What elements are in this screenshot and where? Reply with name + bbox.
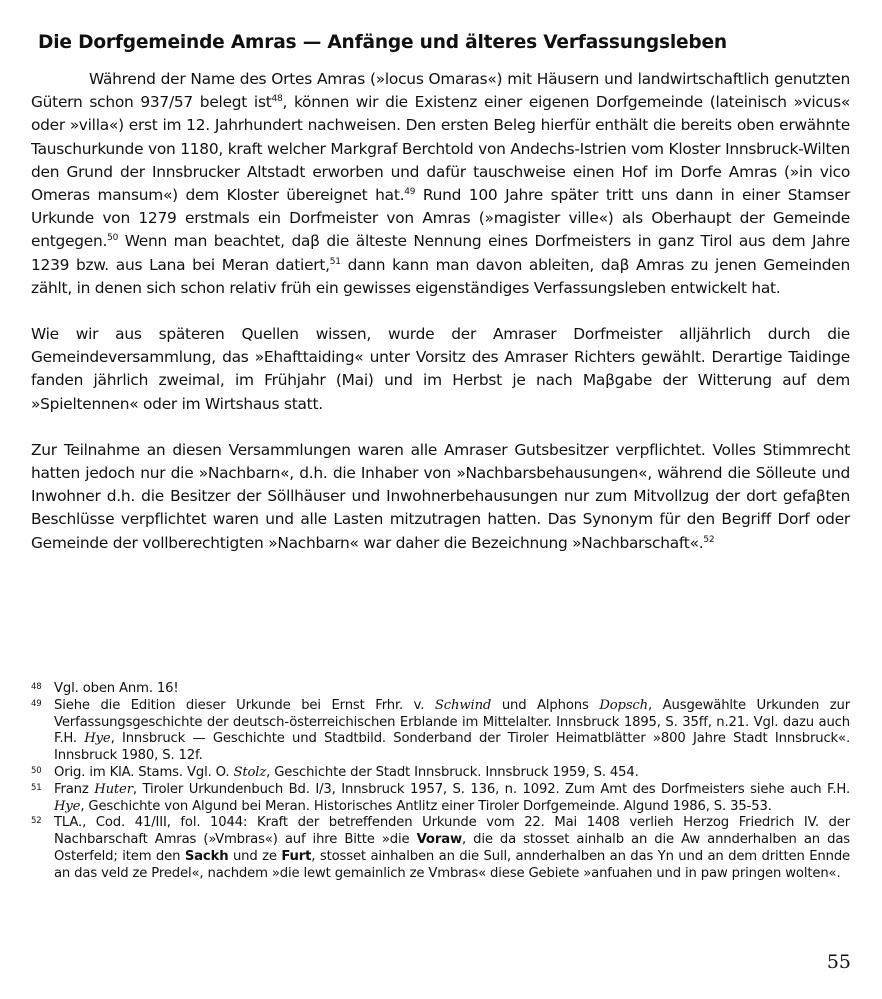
- paragraph-1-text-b: , können wir die Existenz einer eigenen Dorfgemeinde (lateinisch »vicus« oder »villa«) erst im 12. Jahrhundert nachweisen. Den ersten Beleg hierfür enthält die bereits oben erwähnte Tauschurkunde von 1180, kraft welcher Markgraf Berchtold von Andechs-Istrien vom Kloster Innsbruck-Wilten den Grund der Innsbrucker Altstadt erworben und dafür tauschweise einen Hof im Dorfe Amras (»in vico Omeras mansum«) dem Kloster übereignet hat.: [31, 93, 850, 205]
- footnote-text: TLA., Cod. 41/III, fol. 1044: Kraft der betreffenden Urkunde vom 22. Mai 1408 verlieh Herzog Friedrich IV. der Nachbarschaft Amras (»Vmbras«) auf ihre Bitte »die: [54, 815, 850, 848]
- footnote-text: Siehe die Edition dieser Urkunde bei Ernst Frhr. v.: [54, 697, 435, 713]
- footnote-48: [31, 681, 850, 698]
- footnote-ref-50: 50: [107, 233, 119, 244]
- place-name: Voraw: [416, 832, 462, 848]
- author-name: Huter: [94, 781, 133, 797]
- footnote-text: , die da stosset ainhalb an die Aw annderhalben an das Osterfeld; item den: [54, 832, 850, 864]
- footnote-ref-51: 51: [329, 256, 341, 267]
- footnote-50: [31, 765, 850, 782]
- paragraph-1: [31, 68, 850, 300]
- footnote-ref-48: 48: [271, 94, 283, 105]
- footnote-text: Franz: [54, 781, 95, 797]
- footnote-52: [31, 815, 850, 882]
- footnote-text: , Innsbruck — Geschichte und Stadtbild. Sonderband der Tiroler Heimatblätter »800 Jahre Stadt Innsbruck«. Innsbruck 1980, S. 12f.: [54, 731, 851, 764]
- author-name: Schwind: [434, 697, 492, 713]
- footnote-51: [31, 782, 850, 816]
- footnote-number: 48: [31, 682, 42, 692]
- body-text: [31, 68, 850, 578]
- author-name: Dopsch: [599, 697, 649, 713]
- footnote-number: 50: [31, 765, 42, 776]
- footnote-text: , Tiroler Urkundenbuch Bd. I/3, Innsbruck 1957, S. 136, n. 1092. Zum Amt des Dorfmeisters siehe auch F.H.: [132, 781, 850, 797]
- paragraph-1-text-d: Wenn man beachtet, daβ die älteste Nennung eines Dorfmeisters in ganz Tirol aus dem Jahre 1239 bzw. aus Lana bei Meran datiert,: [31, 232, 850, 274]
- footnote-text: und ze: [228, 848, 282, 864]
- paragraph-1-text-c: Rund 100 Jahre später tritt uns dann in einer Stamser Urkunde von 1279 erstmals ein Dorfmeister von Amras (»magister ville«) als Oberhaupt der Gemeinde entgegen.: [31, 186, 850, 251]
- footnote-number: 51: [31, 782, 42, 793]
- footnote-49: [31, 698, 850, 765]
- footnote-ref-52: 52: [703, 534, 715, 545]
- author-name: Hye: [84, 731, 111, 747]
- paragraph-1-text-e: dann kann man davon ableiten, daβ Amras zu jenen Gemeinden zählt, in denen sich schon relativ früh ein gewisses eigenständiges Verfassungsleben entwickelt hat.: [31, 255, 851, 297]
- footnote-text: , Ausgewählte Urkunden zur Verfassungsgeschichte der deutsch-österreichischen Erblande im Mittelalter. Innsbruck 1895, S. 35ff, n.21. Vgl. dazu auch F.H.: [54, 697, 850, 747]
- section-heading: Die Dorfgemeinde Amras — Anfänge und älteres Verfassungsleben: [38, 32, 727, 53]
- paragraph-3: [31, 439, 850, 555]
- paragraph-1-text-a: Während der Name des Ortes Amras (»locus Omaras«) mit Häusern und landwirtschaftlich genutzten Gütern schon 937/57 belegt ist: [31, 70, 850, 112]
- footnote-ref-49: 49: [404, 187, 416, 198]
- place-name: Furt: [281, 848, 312, 864]
- footnotes: [31, 681, 850, 883]
- paragraph-2: Wie wir aus späteren Quellen wissen, wurde der Amraser Dorfmeister alljährlich durch die Gemeindeversammlung, das »Ehafttaiding« unter Vorsitz des Amraser Richters gewählt. Derartige Taidinge fanden jährlich zweimal, im Frühjahr (Mai) und im Herbst je nach Maβgabe der Witterung auf dem »Spieltennen« oder im Wirtshaus statt.: [31, 325, 850, 413]
- footnote-text: , Geschichte der Stadt Innsbruck. Innsbruck 1959, S. 454.: [266, 764, 639, 780]
- footnote-text: Vgl. oben Anm. 16!: [54, 681, 179, 696]
- footnote-number: 49: [31, 698, 42, 709]
- footnote-text: , stosset ainhalben an die Sull, annderhalben an das Yn und an dem dritten Ennde an das veld ze Predel«, nachdem »die lewt gemainlich ze Vmbras« diese Gebiete »anfuahen und in paw pringen wolten«.: [54, 848, 851, 881]
- place-name: Sackh: [184, 848, 229, 864]
- author-name: Stolz: [233, 764, 267, 780]
- paragraph-3-text: Zur Teilnahme an diesen Versammlungen waren alle Amraser Gutsbesitzer verpflichtet. Volles Stimmrecht hatten jedoch nur die »Nachbarn«, d.h. die Inhaber von »Nachbarsbehausungen«, während die Sölleute und Inwohner d.h. die Besitzer der Söllhäuser und Inwohnerbehausungen nur zum Mitvollzug der dort gefaβten Beschlüsse verpflichtet waren und alle Lasten mitzutragen hatten. Das Synonym für den Begriff Dorf oder Gemeinde der vollberechtigten »Nachbarn« war daher die Bezeichnung »Nachbarschaft«.: [31, 440, 850, 552]
- page-number: 55: [826, 951, 851, 973]
- author-name: Hye: [54, 798, 81, 814]
- footnote-text: Orig. im KlA. Stams. Vgl. O.: [54, 764, 234, 780]
- footnote-text: , Geschichte von Algund bei Meran. Historisches Antlitz einer Tiroler Dorfgemeinde. Algund 1986, S. 35-53.: [80, 798, 772, 814]
- footnote-number: 52: [31, 816, 42, 827]
- footnote-text: und Alphons: [491, 697, 600, 713]
